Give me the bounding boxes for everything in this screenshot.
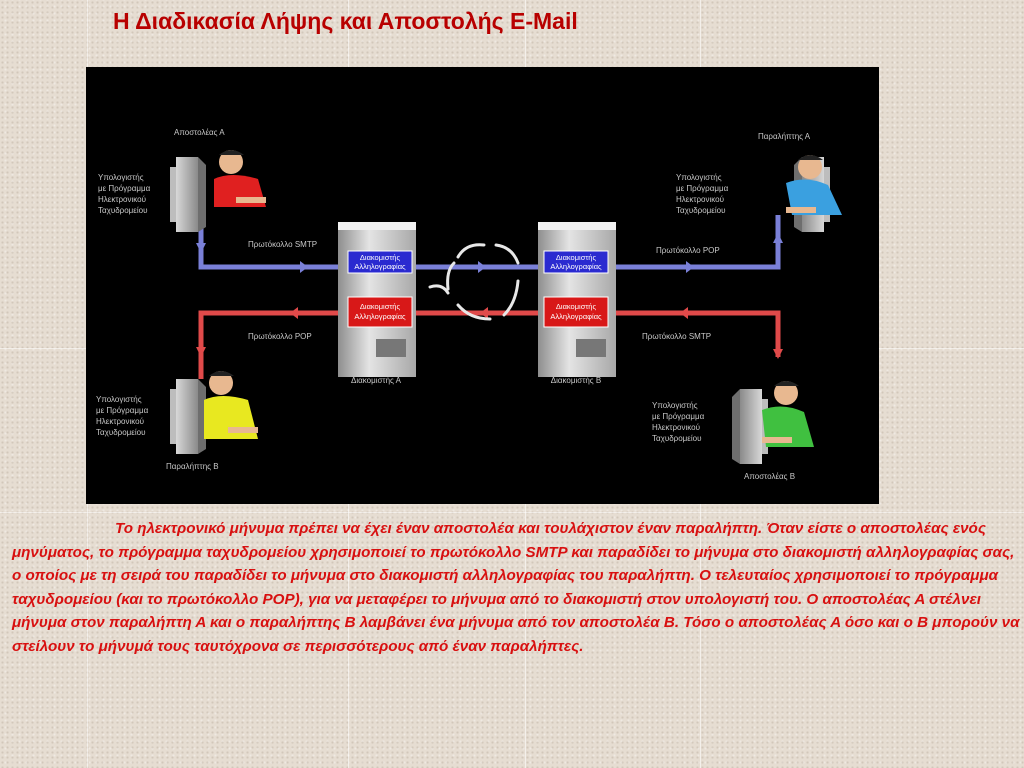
server-b-top-label-1: Διακομιστής [555, 253, 597, 262]
svg-text:Ηλεκτρονικού: Ηλεκτρονικού [652, 423, 701, 432]
sender-a-computer-desc [98, 173, 151, 215]
svg-text:Υπολογιστής: Υπολογιστής [98, 173, 144, 182]
sender-b-monitor-icon [732, 389, 768, 464]
protocol-pop-top-right: Πρωτόκολλο POP [656, 246, 720, 255]
server-a [338, 222, 416, 385]
recipient-b-person-icon [204, 371, 258, 439]
server-b-bottom-label-1: Διακομιστής [555, 302, 597, 311]
sender-b-person-icon [762, 381, 814, 447]
description-paragraph: Το ηλεκτρονικό μήνυμα πρέπει να έχει έναν αποστολέα και τουλάχιστον έναν παραλήπτη. Όταν είστε ο αποστολέας ενός μηνύματος, το πρόγραμμα ταχυδρομείου χρησιμοποιεί το πρωτόκολλο SMTP και παραδίδει το μήνυμα στο διακομιστή αλληλογραφίας σας, ο οποίος με τη σειρά του παραδίδει το μήνυμα στο διακομιστή αλληλογραφίας του παραλήπτη. Ο τελευταίος χρησιμοποιεί το πρόγραμμα ταχυδρομείου (και το πρωτόκολλο POP), για να μεταφέρει το μήνυμα από το διακομιστή στον υπολογιστή του. Ο αποστολέας Α στέλνει μήνυμα στον παραλήπτη Α και ο παραλήπτης Β λαμβάνει ένα μήνυμα από τον αποστολέα Β. Τόσο ο αποστολέας Α όσο και ο Β μπορούν να στείλουν το μήνυμά τους ταυτόχρονα σε περισσότερους από έναν παραλήπτες. [12, 520, 1020, 655]
svg-text:Ταχυδρομείου: Ταχυδρομείου [652, 434, 702, 443]
svg-text:με Πρόγραμμα: με Πρόγραμμα [676, 184, 729, 193]
recipient-b-computer-desc [96, 395, 149, 437]
svg-text:με Πρόγραμμα: με Πρόγραμμα [98, 184, 151, 193]
recipient-b-monitor-icon [170, 379, 206, 454]
server-a-top-label-2: Αλληλογραφίας [354, 262, 406, 271]
server-a-top-label-1: Διακομιστής [359, 253, 401, 262]
svg-text:Υπολογιστής: Υπολογιστής [96, 395, 142, 404]
svg-text:Υπολογιστής: Υπολογιστής [676, 173, 722, 182]
server-a-label: Διακομιστής Α [350, 376, 402, 385]
protocol-smtp-bottom-right: Πρωτόκολλο SMTP [642, 332, 712, 341]
svg-text:Υπολογιστής: Υπολογιστής [652, 401, 698, 410]
server-b-label: Διακομιστής Β [550, 376, 602, 385]
svg-text:Ηλεκτρονικού: Ηλεκτρονικού [676, 195, 725, 204]
svg-text:Ηλεκτρονικού: Ηλεκτρονικού [98, 195, 147, 204]
svg-text:με Πρόγραμμα: με Πρόγραμμα [96, 406, 149, 415]
recipient-a-person-icon [786, 155, 842, 215]
svg-text:με Πρόγραμμα: με Πρόγραμμα [652, 412, 705, 421]
svg-text:Ταχυδρομείου: Ταχυδρομείου [98, 206, 148, 215]
sender-a-person-icon [214, 150, 266, 207]
recipient-b-label: Παραλήπτης Β [166, 462, 219, 471]
sender-b-label: Αποστολέας Β [744, 472, 796, 481]
svg-text:Ταχυδρομείου: Ταχυδρομείου [676, 206, 726, 215]
server-b-bottom-label-2: Αλληλογραφίας [550, 312, 602, 321]
recipient-a-label: Παραλήπτης Α [758, 132, 811, 141]
svg-text:Ηλεκτρονικού: Ηλεκτρονικού [96, 417, 145, 426]
protocol-pop-bottom-left: Πρωτόκολλο POP [248, 332, 312, 341]
server-b [538, 222, 616, 385]
email-process-diagram [86, 67, 879, 504]
server-a-bottom-label-1: Διακομιστής [359, 302, 401, 311]
sender-a-monitor-icon [170, 157, 206, 232]
server-b-top-label-2: Αλληλογραφίας [550, 262, 602, 271]
server-a-bottom-label-2: Αλληλογραφίας [354, 312, 406, 321]
internet-swirl-icon [430, 245, 518, 319]
sender-b-computer-desc [652, 401, 705, 443]
sender-a-label: Αποστολέας Α [174, 128, 225, 137]
slide-title: Η Διαδικασία Λήψης και Αποστολής E-Mail [113, 8, 578, 34]
recipient-a-computer-desc [676, 173, 729, 215]
protocol-smtp-top-left: Πρωτόκολλο SMTP [248, 240, 318, 249]
svg-text:Ταχυδρομείου: Ταχυδρομείου [96, 428, 146, 437]
